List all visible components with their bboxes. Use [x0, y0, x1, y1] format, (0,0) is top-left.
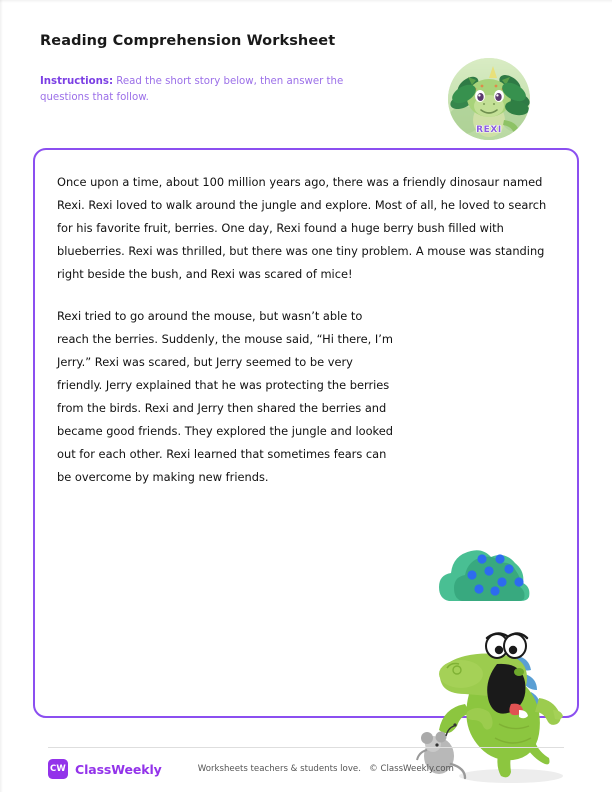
footer-divider [48, 747, 564, 748]
instructions-label: Instructions: [40, 75, 114, 87]
worksheet-header [40, 32, 440, 105]
instructions-body: Read the short story below, then answer the questions that follow. [40, 75, 344, 103]
story-body [57, 171, 561, 489]
footer [48, 757, 564, 781]
page-edge-shadow-top [0, 0, 612, 3]
brand-badge-icon: CW [48, 759, 68, 779]
avatar-name-label: REXI [476, 125, 502, 135]
story-card [33, 148, 579, 718]
avatar [448, 58, 530, 140]
footer-tagline: Worksheets teachers & students love. © ClassWeekly.com [197, 764, 454, 774]
brand-logo [48, 759, 162, 779]
story-paragraph-1: Once upon a time, about 100 million years ago, there was a friendly dinosaur named Rexi. Rexi loved to walk around the jungle and explore. Most of all, he loved to search for his favorite fruit, berries. One day, Rexi found a huge berry bush filled with blueberries. Rexi was thrilled, but there was one tiny problem. A mouse was standing right beside the bush, and Rexi was scared of mice! [57, 175, 547, 282]
instructions-text [40, 74, 385, 106]
brand-name: ClassWeekly [75, 761, 162, 777]
story-paragraph-2: Rexi tried to go around the mouse, but wasn’t able to reach the berries. Suddenly, the mouse said, “Hi there, I’m Jerry.” Rexi was scared, but Jerry seemed to be very friendly. Jerry explained that he was protecting the berries from the birds. Rexi and Jerry then shared the berries and became good friends. They explored the jungle and looked out for each other. Rexi learned that sometimes fears can be overcome by making new friends. [57, 309, 393, 485]
page-title: Reading Comprehension Worksheet [40, 33, 336, 49]
page-edge-shadow-left [0, 0, 3, 792]
berry-bush-icon [427, 531, 547, 613]
